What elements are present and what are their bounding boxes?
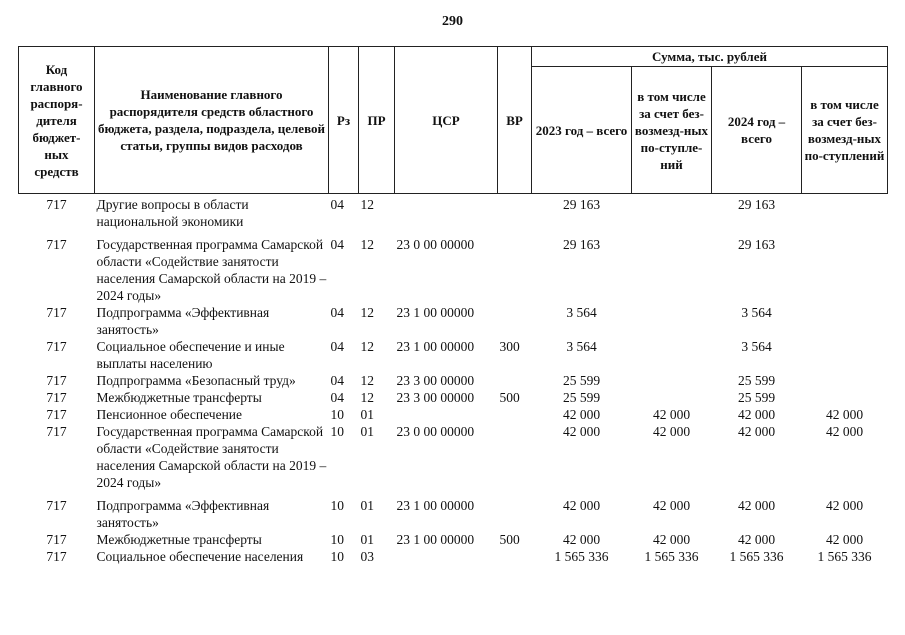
cell-rz: 10 [330,498,344,513]
cell-vr [498,548,532,565]
cell-code: 717 [46,549,67,564]
cell-rz: 04 [330,339,344,354]
cell-2024-total: 25 599 [737,373,776,388]
cell-2024-free [802,338,888,372]
cell-csr: 23 1 00 00000 [396,498,475,513]
cell-name: Пенсионное обеспечение [96,407,243,422]
cell-2023-free: 42 000 [652,407,691,422]
cell-name: Межбюджетные трансферты [96,390,262,405]
cell-code: 717 [46,197,67,212]
header-pr: ПР [359,47,395,194]
table-row [19,194,888,231]
cell-code: 717 [46,407,67,422]
cell-code: 717 [46,390,67,405]
cell-2023-total: 29 163 [562,197,601,212]
cell-pr: 12 [360,197,374,212]
cell-2024-free [802,304,888,338]
cell-rz: 10 [330,549,344,564]
cell-2023-total: 29 163 [562,237,601,252]
budget-table [18,46,888,565]
table-row [19,548,888,565]
cell-csr: 23 0 00 00000 [396,424,475,439]
cell-2023-free [632,230,712,304]
cell-2023-total: 42 000 [562,424,601,439]
cell-pr: 01 [360,532,374,547]
cell-2023-total: 42 000 [562,532,601,547]
cell-code: 717 [46,305,67,320]
header-name: Наименование главного распорядителя средств областного бюджета, раздела, подраздела, целевой статьи, группы видов расходов [95,47,329,194]
cell-2024-total: 1 565 336 [729,549,784,564]
cell-name: Другие вопросы в области национальной экономики [96,197,249,229]
table-row [19,423,888,491]
cell-csr: 23 1 00 00000 [396,339,475,354]
cell-code: 717 [46,424,67,439]
cell-2023-free: 42 000 [652,498,691,513]
header-rz: Рз [329,47,359,194]
cell-2024-free: 1 565 336 [817,549,872,564]
cell-csr: 23 0 00 00000 [396,237,475,252]
cell-pr: 01 [360,407,374,422]
cell-2024-total: 29 163 [737,237,776,252]
cell-2024-free: 42 000 [825,532,864,547]
cell-rz: 10 [330,532,344,547]
cell-name: Подпрограмма «Безопасный труд» [96,373,296,388]
cell-name: Подпрограмма «Эффективная занятость» [96,498,270,530]
cell-2023-total: 3 564 [566,339,597,354]
cell-2023-total: 25 599 [562,390,601,405]
cell-rz: 10 [330,407,344,422]
cell-2023-free [632,372,712,389]
cell-2023-total: 42 000 [562,498,601,513]
cell-vr [498,230,532,304]
cell-2024-total: 3 564 [741,339,772,354]
cell-2023-free [632,389,712,406]
cell-vr [498,372,532,389]
cell-csr: 23 1 00 00000 [396,532,475,547]
cell-pr: 01 [360,424,374,439]
cell-2023-free [632,338,712,372]
cell-2023-total: 42 000 [562,407,601,422]
cell-name: Государственная программа Самарской области «Содействие занятости населения Самарской области на 2019 – 2024 годы» [96,424,327,490]
cell-vr [498,304,532,338]
table-row [19,230,888,304]
cell-vr [498,406,532,423]
cell-2023-free: 1 565 336 [644,549,699,564]
header-vr: ВР [498,47,532,194]
header-csr: ЦСР [395,47,498,194]
cell-name: Государственная программа Самарской области «Содействие занятости населения Самарской области на 2019 – 2024 годы» [96,237,327,303]
cell-2024-free: 42 000 [825,407,864,422]
cell-rz: 10 [330,424,344,439]
cell-2024-total: 42 000 [737,532,776,547]
cell-2023-total: 25 599 [562,373,601,388]
header-code: Код главного распоря-дителя бюджет-ных средств [19,47,95,194]
cell-2024-total: 25 599 [737,390,776,405]
cell-code: 717 [46,237,67,252]
cell-2023-free [632,304,712,338]
cell-pr: 12 [360,390,374,405]
cell-csr: 23 1 00 00000 [396,305,475,320]
cell-2024-free [802,372,888,389]
cell-2024-free [802,194,888,231]
cell-2024-free [802,389,888,406]
table-row [19,338,888,372]
cell-2023-free: 42 000 [652,424,691,439]
cell-2024-free: 42 000 [825,424,864,439]
header-sum-group: Сумма, тыс. рублей [532,47,888,67]
cell-pr: 03 [360,549,374,564]
cell-2023-total: 3 564 [566,305,597,320]
page-number: 290 [442,14,463,29]
table-row [19,372,888,389]
cell-vr [498,491,532,531]
cell-code: 717 [46,373,67,388]
cell-csr: 23 3 00 00000 [396,390,475,405]
cell-code: 717 [46,498,67,513]
cell-csr [395,548,498,565]
cell-2024-total: 42 000 [737,424,776,439]
cell-rz: 04 [330,305,344,320]
cell-pr: 01 [360,498,374,513]
cell-name: Социальное обеспечение и иные выплаты населению [96,339,285,371]
cell-code: 717 [46,339,67,354]
table-row [19,531,888,548]
cell-2023-free: 42 000 [652,532,691,547]
cell-csr [395,406,498,423]
cell-code: 717 [46,532,67,547]
cell-2024-total: 3 564 [741,305,772,320]
cell-2023-free [632,194,712,231]
cell-pr: 12 [360,305,374,320]
header-2024-total: 2024 год – всего [712,67,802,194]
table-row [19,406,888,423]
header-2023-free: в том числе за счет без-возмезд-ных по-ступле-ний [632,67,712,194]
cell-2024-total: 42 000 [737,407,776,422]
cell-pr: 12 [360,373,374,388]
cell-name: Социальное обеспечение населения [96,549,304,564]
cell-vr: 500 [499,532,520,547]
table-row [19,491,888,531]
cell-csr: 23 3 00 00000 [396,373,475,388]
cell-rz: 04 [330,390,344,405]
cell-pr: 12 [360,339,374,354]
cell-vr [498,423,532,491]
header-2024-free: в том числе за счет без-возмезд-ных по-ступлений [802,67,888,194]
cell-csr [395,194,498,231]
cell-vr: 300 [499,339,520,354]
cell-2024-free [802,230,888,304]
table-row [19,389,888,406]
cell-2024-total: 42 000 [737,498,776,513]
cell-2024-total: 29 163 [737,197,776,212]
cell-vr [498,194,532,231]
cell-name: Межбюджетные трансферты [96,532,262,547]
table-row [19,304,888,338]
header-2023-total: 2023 год – всего [532,67,632,194]
cell-pr: 12 [360,237,374,252]
cell-2024-free: 42 000 [825,498,864,513]
cell-rz: 04 [330,373,344,388]
cell-rz: 04 [330,197,344,212]
cell-vr: 500 [499,390,520,405]
cell-name: Подпрограмма «Эффективная занятость» [96,305,270,337]
cell-2023-total: 1 565 336 [554,549,609,564]
cell-rz: 04 [330,237,344,252]
